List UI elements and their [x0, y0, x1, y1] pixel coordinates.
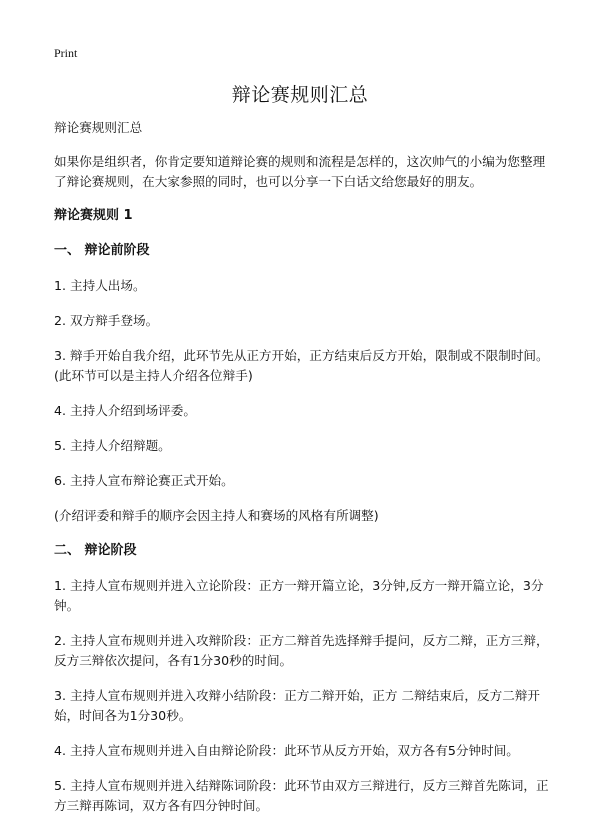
list-item: 1. 主持人宣布规则并进入立论阶段：正方一辩开篇立论，3分钟,反方一辩开篇立论，3分钟。 [54, 578, 544, 613]
list-note: (介绍评委和辩手的顺序会因主持人和赛场的风格有所调整) [54, 508, 379, 523]
section-heading-debate: 二、 辩论阶段 [54, 543, 137, 558]
list-item: 2. 主持人宣布规则并进入攻辩阶段：正方二辩首先选择辩手提问，反方二辩，正方三辩，反方三辩依次提问，各有1分30秒的时间。 [54, 633, 549, 668]
list-item: 4. 主持人介绍到场评委。 [54, 403, 196, 418]
page-title: 辩论赛规则汇总 [231, 84, 369, 106]
list-item: 5. 主持人宣布规则并进入结辩陈词阶段：此环节由双方三辩进行，反方三辩首先陈词，正方三辩再陈词，双方各有四分钟时间。 [54, 778, 549, 813]
intro-paragraph: 如果你是组织者，你肯定要知道辩论赛的规则和流程是怎样的，这次帅气的小编为您整理了辩论赛规则，在大家参照的同时，也可以分享一下白话文给您最好的朋友。 [54, 154, 546, 189]
document-body [54, 118, 554, 831]
list-item: 2. 双方辩手登场。 [54, 313, 159, 328]
document-subtitle: 辩论赛规则汇总 [54, 120, 143, 135]
list-item: 3. 主持人宣布规则并进入攻辩小结阶段：正方二辩开始，正方 二辩结束后，反方二辩开始，时间各为1分30秒。 [54, 688, 540, 723]
list-item: 5. 主持人介绍辩题。 [54, 438, 171, 453]
list-item: 4. 主持人宣布规则并进入自由辩论阶段：此环节从反方开始，双方各有5分钟时间。 [54, 743, 519, 758]
list-item: 1. 主持人出场。 [54, 278, 146, 293]
list-item: 3. 辩手开始自我介绍，此环节先从正方开始，正方结束后反方开始，限制或不限制时间。(此环节可以是主持人介绍各位辩手) [54, 348, 549, 383]
pre-debate-list [54, 276, 554, 526]
debate-list [54, 576, 554, 816]
section-heading-pre-debate: 一、 辩论前阶段 [54, 243, 150, 258]
print-link[interactable]: Print [54, 46, 78, 60]
list-item: 6. 主持人宣布辩论赛正式开始。 [54, 473, 234, 488]
rules-heading: 辩论赛规则 1 [54, 208, 133, 223]
